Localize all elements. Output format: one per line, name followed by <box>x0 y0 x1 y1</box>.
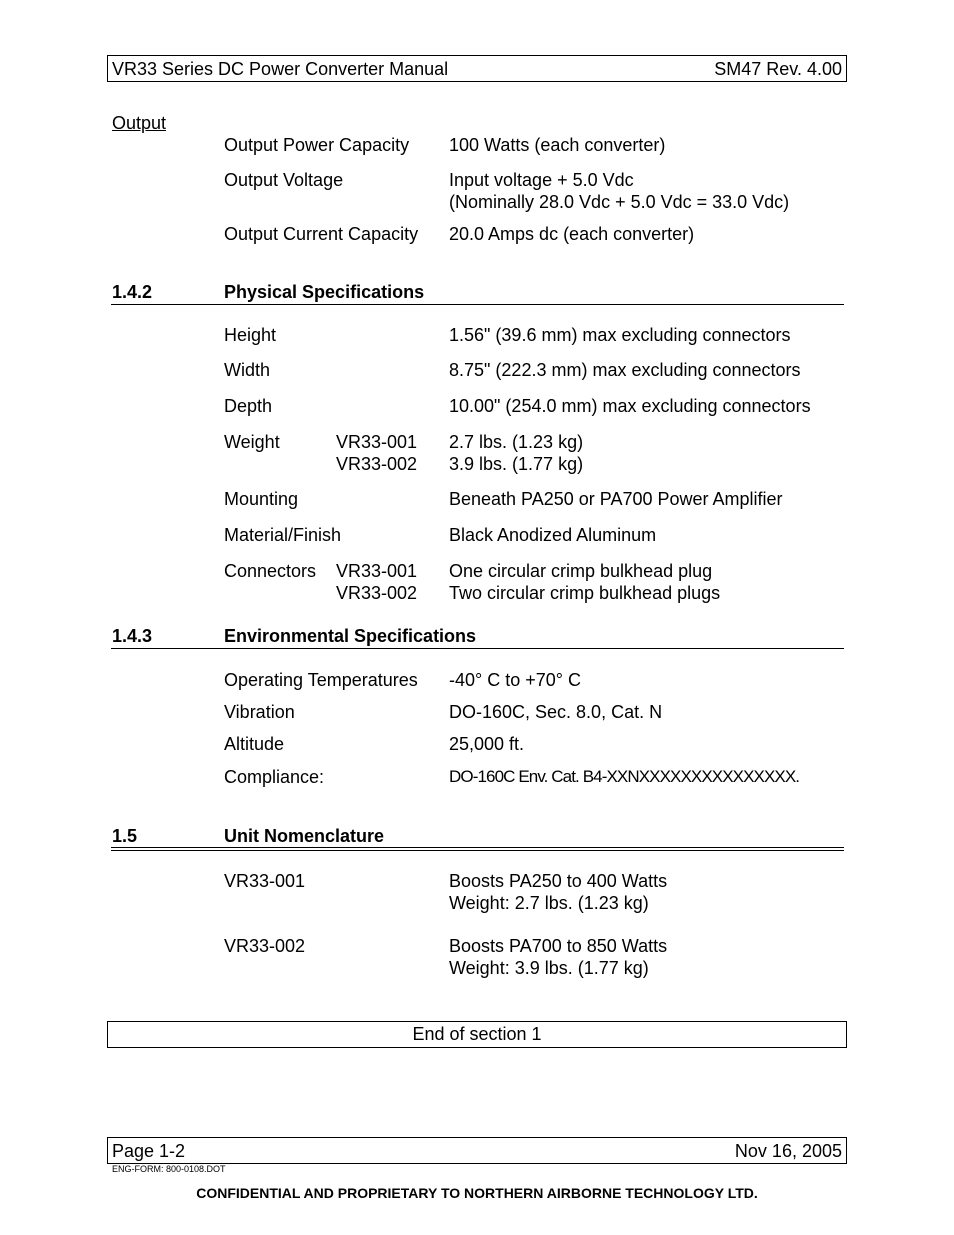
spec-value: Two circular crimp bulkhead plugs <box>449 583 721 603</box>
spec-label: Material/Finish <box>224 525 342 545</box>
spec-value: 25,000 ft. <box>449 734 525 754</box>
spec-label: Mounting <box>224 489 299 509</box>
spec-value: One circular crimp bulkhead plug <box>449 561 713 581</box>
end-of-section-text: End of section 1 <box>412 1024 542 1044</box>
section-number: 1.5 <box>112 826 138 846</box>
spec-value: 2.7 lbs. (1.23 kg) <box>449 432 584 452</box>
section-title: Environmental Specifications <box>224 626 477 646</box>
spec-label: Width <box>224 360 271 380</box>
section-rule <box>111 304 844 305</box>
spec-value: 20.0 Amps dc (each converter) <box>449 224 695 244</box>
spec-label: Compliance: <box>224 767 325 787</box>
page-number: Page 1-2 <box>112 1141 186 1161</box>
unit-description: Boosts PA250 to 400 Watts <box>449 871 668 891</box>
unit-description: Boosts PA700 to 850 Watts <box>449 936 668 956</box>
spec-label: Depth <box>224 396 273 416</box>
spec-value: DO-160C, Sec. 8.0, Cat. N <box>449 702 663 722</box>
unit-model: VR33-002 <box>224 936 306 956</box>
spec-label: Connectors <box>224 561 317 581</box>
spec-value: 10.00" (254.0 mm) max excluding connectors <box>449 396 811 416</box>
unit-weight: Weight: 2.7 lbs. (1.23 kg) <box>449 893 649 913</box>
spec-value: Beneath PA250 or PA700 Power Amplifier <box>449 489 783 509</box>
spec-value: -40° C to +70° C <box>449 670 581 690</box>
spec-value: Black Anodized Aluminum <box>449 525 657 545</box>
document-revision: SM47 Rev. 4.00 <box>714 59 842 79</box>
spec-label: Output Power Capacity <box>224 135 410 155</box>
spec-label: Vibration <box>224 702 295 722</box>
spec-value: (Nominally 28.0 Vdc + 5.0 Vdc = 33.0 Vdc) <box>449 192 790 212</box>
spec-value: 100 Watts (each converter) <box>449 135 666 155</box>
spec-label: Output Current Capacity <box>224 224 419 244</box>
spec-label: Weight <box>224 432 280 452</box>
section-number: 1.4.3 <box>112 626 153 646</box>
section-number: 1.4.2 <box>112 282 153 302</box>
section-rule <box>111 648 844 649</box>
unit-weight: Weight: 3.9 lbs. (1.77 kg) <box>449 958 649 978</box>
spec-value: 1.56" (39.6 mm) max excluding connectors <box>449 325 791 345</box>
spec-value: DO-160C Env. Cat. B4-XXNXXXXXXXXXXXXXXX. <box>449 767 800 786</box>
model-number: VR33-001 <box>336 432 418 452</box>
spec-label: Altitude <box>224 734 285 754</box>
spec-label: Output Voltage <box>224 170 344 190</box>
form-number: ENG-FORM: 800-0108.DOT <box>112 1164 226 1174</box>
spec-label: Height <box>224 325 277 345</box>
end-of-section-box <box>107 1021 847 1048</box>
section-title: Unit Nomenclature <box>224 826 385 846</box>
document-date: Nov 16, 2005 <box>734 1141 842 1161</box>
document-title: VR33 Series DC Power Converter Manual <box>112 59 449 79</box>
model-number: VR33-001 <box>336 561 418 581</box>
section-rule <box>111 847 844 851</box>
spec-value: 3.9 lbs. (1.77 kg) <box>449 454 584 474</box>
confidentiality-notice: CONFIDENTIAL AND PROPRIETARY TO NORTHERN AIRBORNE TECHNOLOGY LTD. <box>196 1185 758 1201</box>
model-number: VR33-002 <box>336 583 418 603</box>
spec-value: 8.75" (222.3 mm) max excluding connectors <box>449 360 801 380</box>
section-title: Physical Specifications <box>224 282 425 302</box>
spec-label: Operating Temperatures <box>224 670 418 690</box>
output-heading: Output <box>112 113 167 133</box>
spec-value: Input voltage + 5.0 Vdc <box>449 170 634 190</box>
model-number: VR33-002 <box>336 454 418 474</box>
unit-model: VR33-001 <box>224 871 306 891</box>
